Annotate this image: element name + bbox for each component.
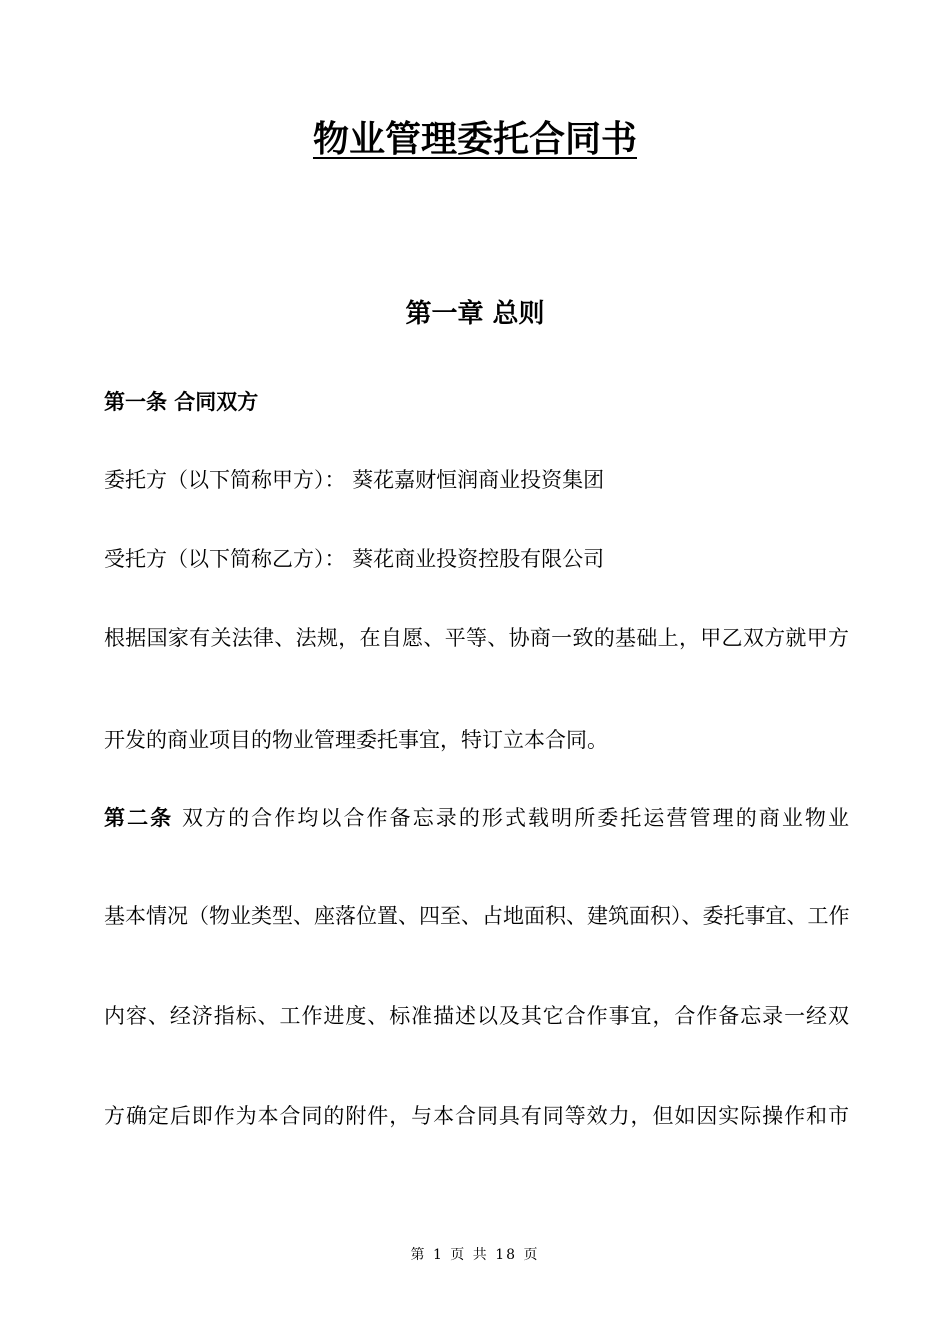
basis-line-2: 开发的商业项目的物业管理委托事宜，特订立本合同。 <box>104 728 608 752</box>
trustee-party-line: 受托方（以下简称乙方）： 葵花商业投资控股有限公司 <box>104 547 605 571</box>
document-title: 物业管理委托合同书 <box>312 119 637 160</box>
article2-line-1 <box>104 802 849 834</box>
article2-label: 第二条 <box>104 806 174 830</box>
article2-text-1: 双方的合作均以合作备忘录的形式载明所委托运营管理的商业物业 <box>173 806 849 830</box>
article1-heading: 第一条 合同双方 <box>104 390 259 414</box>
article2-line-2: 基本情况（物业类型、座落位置、四至、占地面积、建筑面积）、委托事宜、工作 <box>104 904 850 928</box>
chapter-title: 第一章 总则 <box>405 299 545 329</box>
article2-line-4: 方确定后即作为本合同的附件，与本合同具有同等效力，但如因实际操作和市 <box>104 1104 849 1128</box>
client-party-line: 委托方（以下简称甲方）： 葵花嘉财恒润商业投资集团 <box>104 468 605 492</box>
page-number-footer: 第 1 页 共 18 页 <box>410 1247 540 1263</box>
article2-line-3: 内容、经济指标、工作进度、标准描述以及其它合作事宜，合作备忘录一经双 <box>104 1004 849 1028</box>
basis-line-1: 根据国家有关法律、法规，在自愿、平等、协商一致的基础上，甲乙双方就甲方 <box>104 626 849 650</box>
